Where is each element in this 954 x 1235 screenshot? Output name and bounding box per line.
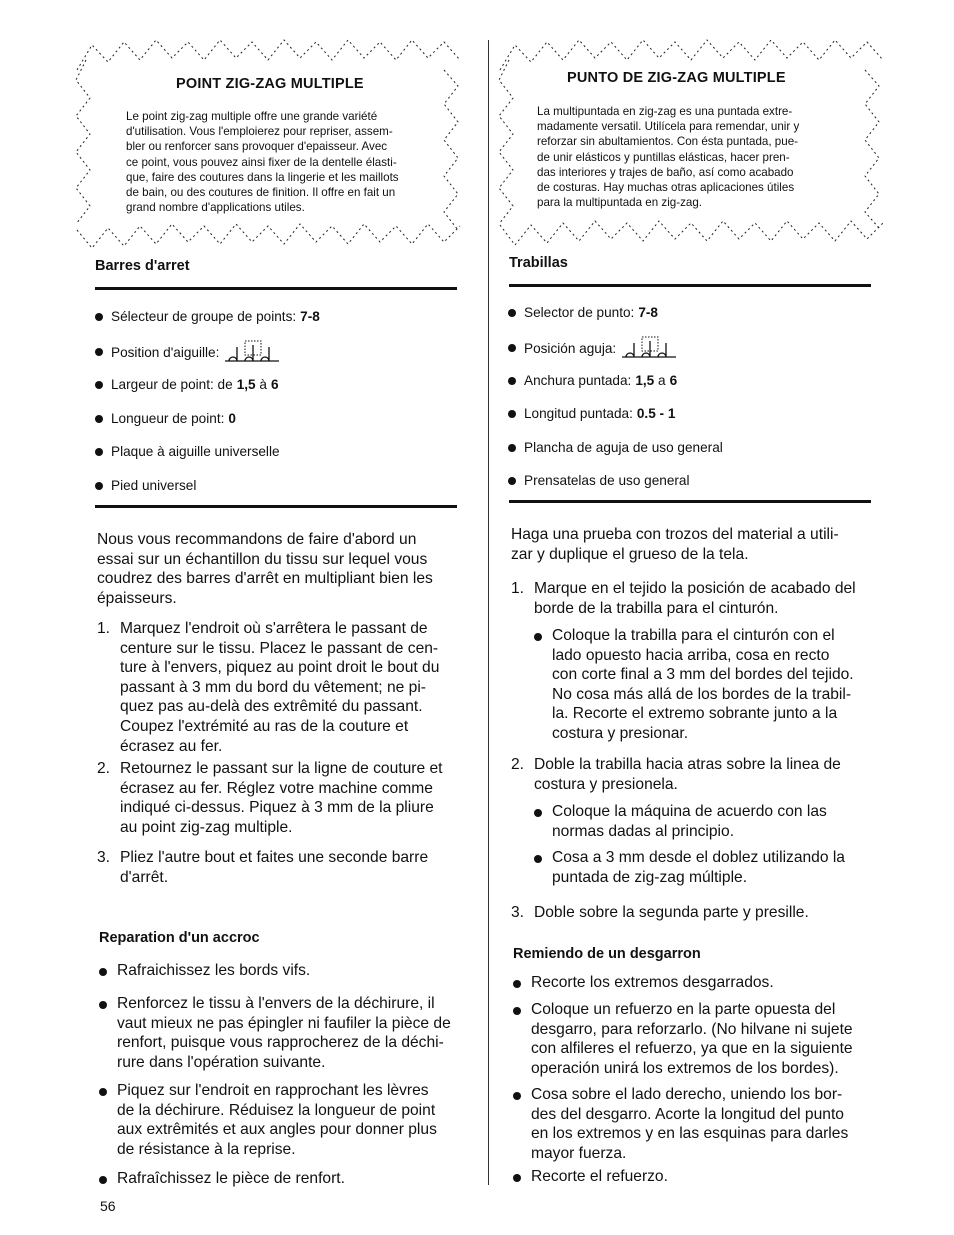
divider: [509, 500, 871, 503]
divider: [95, 505, 457, 508]
left-zigzag-box: [72, 30, 472, 255]
intro-paragraph: Haga una prueba con trozos del material a utili- zar y duplique el grueso de la tela.: [511, 526, 839, 563]
box-text: Le point zig-zag multiple offre une grande variété d'utilisation. Vous l'emploierez pour repriser, assem- bler ou renforcer sans provoquer d'epaisseur. Avec ce point, vous pouvez ainsi fixer de la dentelle élasti- que, faire des coutures dans la lingerie et les maillots de bain, ou des coutures de finition. Il offre en fait un grand nombre d'applications utiles.: [126, 110, 399, 215]
spec-item: Prensatelas de uso general: [508, 473, 690, 488]
box-title: POINT ZIG-ZAG MULTIPLE: [176, 76, 364, 92]
spec-item: Largeur de point: de 1,5 à 6: [95, 377, 279, 392]
spec-item: Pied universel: [95, 478, 196, 493]
needle-position-icon: [620, 335, 678, 361]
subsection-title: Remiendo de un desgarron: [513, 946, 701, 962]
spec-item: Plancha de aguja de uso general: [508, 440, 723, 455]
spec-item: Anchura puntada: 1,5 a 6: [508, 373, 677, 388]
right-zigzag-box: [495, 30, 895, 255]
needle-position-icon: [223, 339, 281, 365]
spec-item: Selector de punto: 7-8: [508, 305, 658, 320]
divider: [509, 284, 871, 287]
section-title: Barres d'arret: [95, 258, 190, 274]
spec-item: Position d'aiguille:: [95, 339, 281, 365]
spec-item: Posición aguja:: [508, 335, 678, 361]
spec-item: Longitud puntada: 0.5 - 1: [508, 406, 675, 421]
box-text: La multipuntada en zig-zag es una puntada extre- madamente versatil. Utilícela para remendar, unir y reforzar sin abultamientos. Con ésta puntada, pue- de unir elásticos y puntillas elásticas, hacer pren- das interiores y trajes de baño, así como acabado de costuras. Hay muchas otras aplicaciones útiles para la multipuntada en zig-zag.: [537, 105, 800, 210]
spec-item: Longueur de point: 0: [95, 411, 236, 426]
section-title: Trabillas: [509, 255, 568, 271]
divider: [95, 287, 457, 290]
column-divider: [488, 40, 489, 1185]
page-number: 56: [100, 1198, 116, 1214]
subsection-title: Reparation d'un accroc: [99, 930, 260, 946]
spec-item: Sélecteur de groupe de points: 7-8: [95, 309, 320, 324]
intro-paragraph: Nous vous recommandons de faire d'abord un essai sur un échantillon du tissu sur lequel vous coudrez des barres d'arrêt en multipliant bien les épaisseurs.: [97, 531, 433, 607]
box-title: PUNTO DE ZIG-ZAG MULTIPLE: [567, 70, 786, 86]
spec-item: Plaque à aiguille universelle: [95, 444, 280, 459]
